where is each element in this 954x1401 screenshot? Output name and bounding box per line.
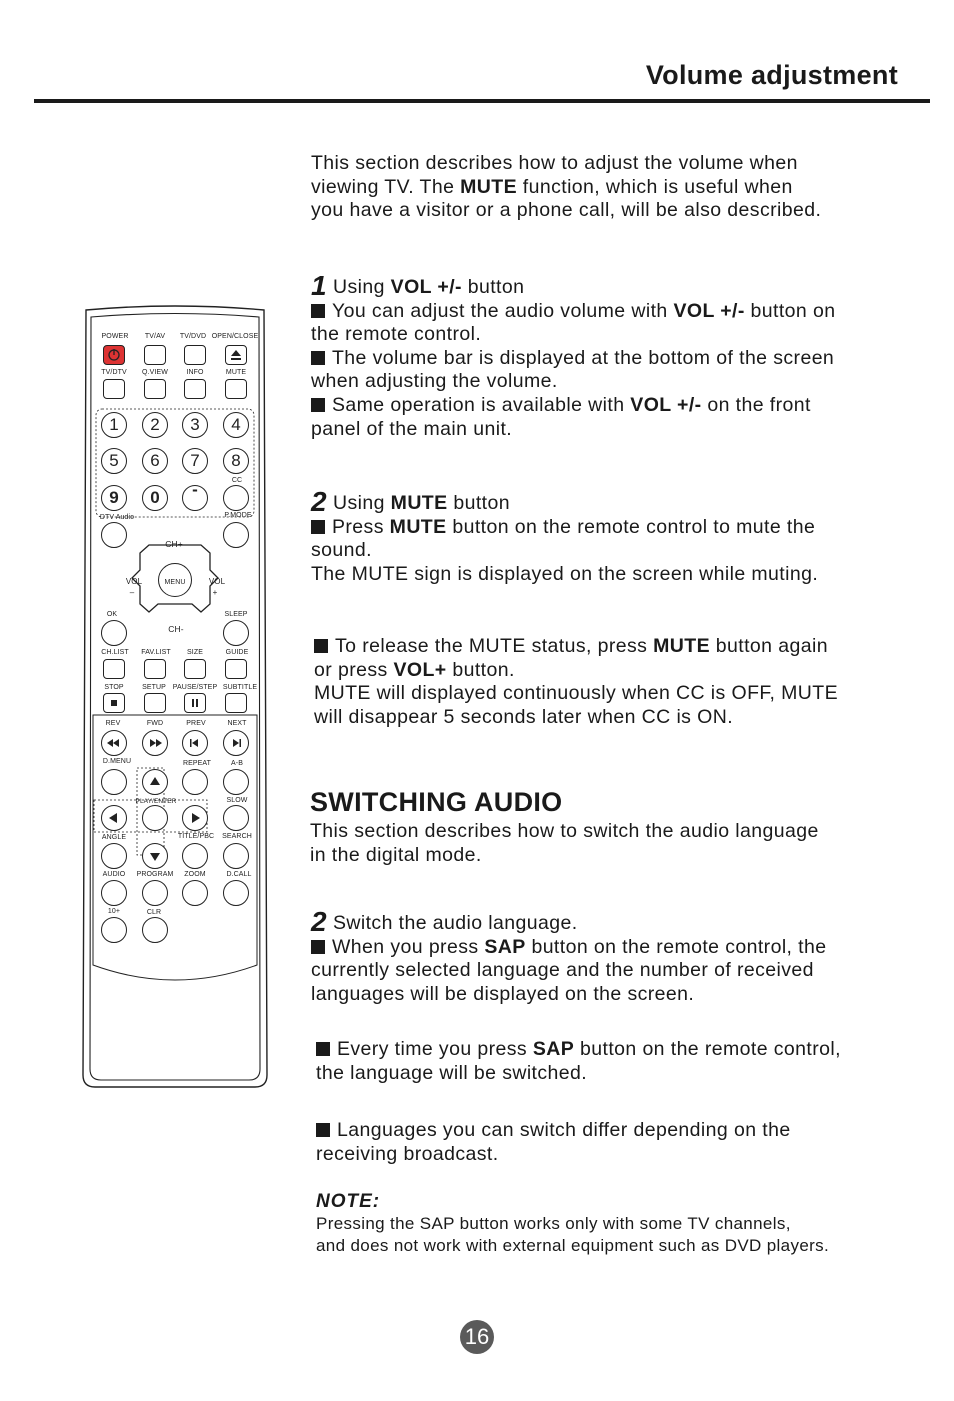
switch-intro-line: This section describes how to switch the audio language xyxy=(310,820,819,842)
section-title: SWITCHING AUDIO xyxy=(310,787,563,817)
bullet xyxy=(314,635,838,659)
angle-button xyxy=(101,843,127,869)
favlist-label: FAV.LIST xyxy=(141,649,171,656)
dtvaudio-button xyxy=(101,522,127,548)
fast-forward-icon xyxy=(143,731,167,755)
pmode-button xyxy=(223,522,249,548)
bullet-text: button on the remote control, xyxy=(574,1038,841,1060)
bullet-text: Same operation is available with xyxy=(332,393,631,416)
rewind-icon xyxy=(102,731,126,755)
note-line: Pressing the SAP button works only with some TV channels, xyxy=(316,1214,791,1233)
audio-label: AUDIO xyxy=(102,871,126,878)
note-line: and does not work with external equipment such as DVD players. xyxy=(316,1235,830,1255)
prev-button xyxy=(182,730,208,756)
bullet-cont: will disappear 5 seconds later when CC is ON. xyxy=(314,705,734,728)
slow-label: SLOW xyxy=(226,797,248,804)
ab-button xyxy=(223,769,249,795)
audio-button xyxy=(101,880,127,906)
menu-label: MENU xyxy=(164,579,186,586)
bullet-text: Languages you can switch differ depending on the xyxy=(337,1119,791,1141)
vol-left-label: VOL xyxy=(125,577,143,586)
bullet-bold: MUTE xyxy=(389,515,447,538)
stop-icon xyxy=(104,694,124,712)
chlist-label: CH.LIST xyxy=(101,649,129,656)
bullet-bold: VOL+ xyxy=(393,658,447,681)
bullet-bold: MUTE xyxy=(653,635,710,657)
right-button xyxy=(182,805,208,831)
page-title: Volume adjustment xyxy=(645,60,898,90)
page-number: 16 xyxy=(460,1320,494,1354)
search-label: SEARCH xyxy=(222,833,252,840)
next-label: NEXT xyxy=(227,720,247,727)
tenplus-label: 10+ xyxy=(107,908,121,915)
bullet-square-icon xyxy=(314,639,328,653)
note-text xyxy=(316,1213,829,1256)
bullet-square-icon xyxy=(311,520,325,534)
vol-plus-label: + xyxy=(212,588,218,597)
ok-label: OK xyxy=(106,611,118,618)
ok-button xyxy=(101,620,127,646)
power-label: POWER xyxy=(101,333,129,340)
pmode-label: P.MODE xyxy=(224,512,252,519)
intro-bold: MUTE xyxy=(460,175,517,198)
prev-label: PREV xyxy=(186,720,206,727)
bullet xyxy=(311,394,835,418)
bullet xyxy=(316,1119,791,1143)
section-mute xyxy=(311,486,819,586)
mute-button xyxy=(225,379,247,399)
digit-button: 7 xyxy=(182,448,208,474)
bullet-cont: The MUTE sign is displayed on the screen while muting. xyxy=(311,562,819,585)
program-button xyxy=(142,880,168,906)
down-button xyxy=(142,843,168,869)
dash-button: - xyxy=(182,485,208,511)
power-icon xyxy=(104,346,124,364)
pause-icon xyxy=(185,694,205,712)
zoom-button xyxy=(182,880,208,906)
bullet-cont: MUTE will displayed continuously when CC is OFF, MUTE xyxy=(314,682,839,705)
intro-text: function, which is useful when xyxy=(516,175,793,198)
openclose-label: OPEN/CLOSE xyxy=(211,333,259,340)
bullet-cont: languages will be displayed on the screen. xyxy=(311,982,695,1005)
arrow-right-icon xyxy=(183,806,207,830)
qview-button xyxy=(144,379,166,399)
tvdtv-button xyxy=(103,379,125,399)
stop-label: STOP xyxy=(104,684,124,691)
chlist-button xyxy=(103,659,125,679)
heading-bold: VOL +/- xyxy=(390,276,462,298)
digit-button: 3 xyxy=(182,412,208,438)
titlepbc-button xyxy=(182,843,208,869)
section-heading xyxy=(311,906,827,937)
switch-bullet-3 xyxy=(316,1119,791,1166)
sleep-button xyxy=(223,620,249,646)
title-rule xyxy=(34,99,930,103)
bullet-bold: SAP xyxy=(532,1038,575,1060)
eject-button xyxy=(225,345,247,365)
bullet-text: Press xyxy=(332,515,390,538)
previous-icon xyxy=(183,731,207,755)
angle-label: ANGLE xyxy=(101,834,127,841)
bullet-square-icon xyxy=(311,304,325,318)
dmenu-button xyxy=(101,769,127,795)
switch-intro xyxy=(310,820,819,867)
bullet-cont: the language will be switched. xyxy=(316,1061,588,1084)
repeat-label: REPEAT xyxy=(182,760,212,767)
bullet-cont: sound. xyxy=(311,539,372,562)
digit-button: 8 xyxy=(223,448,249,474)
section-number: 2 xyxy=(311,486,327,517)
left-button xyxy=(101,805,127,831)
bullet-text: To release the MUTE status, press xyxy=(335,635,654,657)
arrow-down-icon xyxy=(143,844,167,868)
section-mute-release xyxy=(314,635,838,729)
bullet xyxy=(316,1038,841,1062)
bullet-cont: receiving broadcast. xyxy=(316,1142,499,1165)
bullet xyxy=(311,936,827,960)
section-vol xyxy=(311,270,836,441)
bullet-bold: VOL +/- xyxy=(673,299,745,322)
bullet-text: or press xyxy=(314,658,394,681)
vol-minus-label: – xyxy=(129,588,135,597)
bullet-text: button on xyxy=(744,299,836,322)
search-button xyxy=(223,843,249,869)
digit-button: 9 xyxy=(101,485,127,511)
heading-text: button xyxy=(447,492,510,514)
bullet xyxy=(311,347,835,371)
digit-button: 4 xyxy=(223,412,249,438)
heading-text: Using xyxy=(332,276,391,298)
bullet xyxy=(311,300,835,324)
subtitle-label: SUBTITLE xyxy=(222,684,258,691)
bullet-bold: VOL +/- xyxy=(630,393,702,416)
next-button xyxy=(223,730,249,756)
favlist-button xyxy=(144,659,166,679)
info-label: INFO xyxy=(186,369,204,376)
fwd-button xyxy=(142,730,168,756)
bullet-square-icon xyxy=(316,1042,330,1056)
bullet-square-icon xyxy=(311,398,325,412)
bullet-text: button again xyxy=(709,635,828,657)
bullet-bold: SAP xyxy=(484,935,526,958)
digit-button: 6 xyxy=(142,448,168,474)
heading-text: button xyxy=(461,276,525,298)
clr-button xyxy=(142,917,168,943)
intro-paragraph xyxy=(311,152,821,223)
bullet-square-icon xyxy=(311,940,325,954)
bullet-cont: when adjusting the volume. xyxy=(311,370,558,393)
tvdvd-button xyxy=(184,345,206,365)
bullet-cont: the remote control. xyxy=(311,323,482,346)
pausestep-label: PAUSE/STEP xyxy=(172,684,218,691)
setup-button xyxy=(144,693,166,713)
bullet-text: button on the remote control, the xyxy=(525,935,827,958)
eject-icon xyxy=(226,346,246,364)
heading-text: Switch the audio language. xyxy=(332,912,578,934)
section-heading xyxy=(311,270,835,301)
bullet-text: button on the remote control to mute the xyxy=(446,515,816,538)
info-button xyxy=(184,379,206,399)
tvav-button xyxy=(144,345,166,365)
guide-button xyxy=(225,659,247,679)
setup-label: SETUP xyxy=(142,684,166,691)
intro-line: This section describes how to adjust the volume when xyxy=(311,152,798,174)
program-label: PROGRAM xyxy=(136,871,174,878)
tvav-label: TV/AV xyxy=(144,333,166,340)
bullet-cont xyxy=(314,659,838,683)
cc-label: CC xyxy=(231,477,243,484)
intro-line: you have a visitor or a phone call, will be also described. xyxy=(311,199,822,222)
ab-label: A-B xyxy=(231,760,243,767)
cc-button xyxy=(223,485,249,511)
arrow-left-icon xyxy=(102,806,126,830)
sleep-label: SLEEP xyxy=(224,611,248,618)
section-switch xyxy=(311,906,827,1006)
intro-text: viewing TV. The xyxy=(311,175,461,198)
bullet-text: The volume bar is displayed at the bottom of the screen xyxy=(332,346,835,369)
section-heading xyxy=(311,486,818,517)
bullet-cont: panel of the main unit. xyxy=(311,417,513,440)
dcall-label: D.CALL xyxy=(226,871,252,878)
switch-intro-line: in the digital mode. xyxy=(310,843,482,866)
dtvaudio-label: DTV Audio xyxy=(99,514,135,521)
up-button xyxy=(142,769,168,795)
intro-line xyxy=(311,176,821,200)
section-number: 2 xyxy=(311,906,327,937)
tenplus-button xyxy=(101,917,127,943)
titlepbc-label: TITLE/PBC xyxy=(177,833,215,840)
next-icon xyxy=(224,731,248,755)
note-label: NOTE: xyxy=(316,1191,381,1212)
chdown-label: CH- xyxy=(168,624,184,634)
vol-right-label: VOL xyxy=(208,577,226,586)
guide-label: GUIDE xyxy=(225,649,249,656)
section-number: 1 xyxy=(311,270,327,301)
pause-button xyxy=(184,693,206,713)
heading-bold: MUTE xyxy=(390,492,448,514)
repeat-button xyxy=(182,769,208,795)
fwd-label: FWD xyxy=(146,720,164,727)
bullet-square-icon xyxy=(316,1123,330,1137)
stop-button xyxy=(103,693,125,713)
size-button xyxy=(184,659,206,679)
subtitle-button xyxy=(225,693,247,713)
digit-button: 0 xyxy=(142,485,168,511)
bullet-text: Every time you press xyxy=(337,1038,533,1060)
bullet-square-icon xyxy=(311,351,325,365)
rev-label: REV xyxy=(105,720,121,727)
power-button xyxy=(103,345,125,365)
digit-button: 2 xyxy=(142,412,168,438)
bullet xyxy=(311,516,818,540)
bullet-cont: currently selected language and the number of received xyxy=(311,959,814,982)
heading-text: Using xyxy=(332,492,391,514)
qview-label: Q.VIEW xyxy=(142,369,168,376)
play-enter-button xyxy=(142,805,168,831)
size-label: SIZE xyxy=(187,649,203,656)
dcall-button xyxy=(223,880,249,906)
rev-button xyxy=(101,730,127,756)
zoom-label: ZOOM xyxy=(184,871,206,878)
bullet-text: When you press xyxy=(332,935,485,958)
tvdvd-label: TV/DVD xyxy=(179,333,207,340)
dmenu-label: D.MENU xyxy=(102,758,132,765)
bullet-text: on the front xyxy=(701,393,811,416)
bullet-text: button. xyxy=(446,658,515,681)
mute-label: MUTE xyxy=(225,369,247,376)
switch-bullet-2 xyxy=(316,1038,841,1085)
digit-button: 5 xyxy=(101,448,127,474)
chup-label: CH+ xyxy=(165,539,183,549)
tvdtv-label: TV/DTV xyxy=(101,369,127,376)
bullet-text: You can adjust the audio volume with xyxy=(332,299,674,322)
clr-label: CLR xyxy=(146,909,162,916)
digit-button: 1 xyxy=(101,412,127,438)
slow-button xyxy=(223,805,249,831)
remote-control-illustration xyxy=(82,305,268,1090)
arrow-up-icon xyxy=(143,770,167,794)
playenter-label: PLAY/ENTER xyxy=(135,798,177,805)
